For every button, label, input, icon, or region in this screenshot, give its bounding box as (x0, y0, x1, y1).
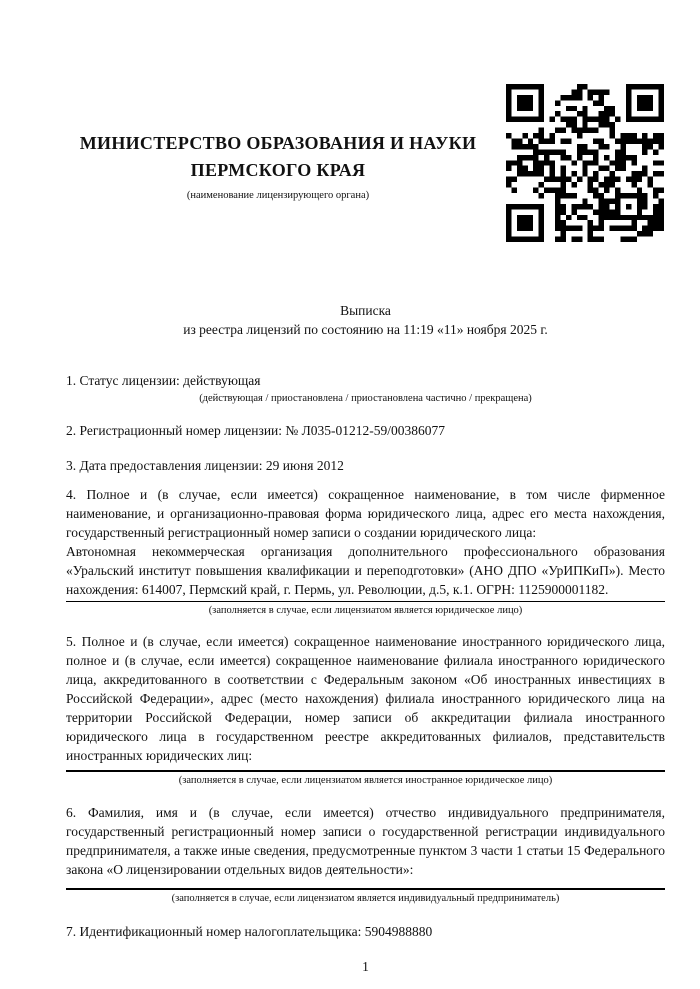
title-line2: из реестра лицензий по состоянию на 11:19 «11» ноября 2025 г. (183, 322, 548, 337)
item-4-underline (66, 601, 665, 602)
item-3-grant-date: 3. Дата предоставления лицензии: 29 июня 2012 (66, 458, 344, 473)
ministry-header (66, 130, 490, 203)
ministry-caption: (наименование лицензирующего органа) (186, 190, 370, 201)
item-5-text: 5. Полное и (в случае, если имеется) сокращенное наименование иностранного юридического лица, полное и (в случае, если имеется) сокращенное наименование филиала иностранного юридического лица, аккредитованного в соответствии с Федеральным законом «Об иностранных инвестициях в Российской Федерации», адрес (место нахождения) филиала иностранного юридического лица на территории Российской Федерации, номер записи об аккредитации филиала иностранного юридического лица в государственном реестре аккредитованных филиалов, представительств иностранных юридических лиц: (66, 634, 665, 763)
item-4-text: 4. Полное и (в случае, если имеется) сокращенное наименование, в том числе фирменное наименование, и организационно-правовая форма юридического лица, адрес его места нахождения, государственный регистрационный номер записи о создании юридического лица: (66, 487, 665, 540)
item-7-taxpayer-number: 7. Идентификационный номер налогоплательщика: 5904988880 (66, 924, 433, 939)
document-content (66, 0, 665, 976)
page-number: 1 (362, 959, 369, 974)
item-1-caption: (действующая / приостановлена / приостановлена частично / прекращена) (199, 393, 532, 404)
item-4-value: Автономная некоммерческая организация дополнительного профессионального образования «Уральский институт повышения квалификации и переподготовки» (АНО ДПО «УрИПКиП»). Место нахождения: 614007, Пермский край, г. Пермь, ул. Революции, д.5, к.1. ОГРН: 1125900001182. (66, 544, 665, 597)
item-5-underline (66, 770, 665, 772)
item-6-underline (66, 888, 665, 890)
ministry-name-line2: ПЕРМСКОГО КРАЯ (190, 160, 366, 180)
item-4-legal-entity-block (66, 485, 665, 618)
item-1-license-status: 1. Статус лицензии: действующая (66, 373, 261, 388)
ministry-name-line1: МИНИСТЕРСТВО ОБРАЗОВАНИЯ И НАУКИ (79, 133, 477, 153)
item-2-registration-number: 2. Регистрационный номер лицензии: № Л035-01212-59/00386077 (66, 423, 446, 438)
item-6-entrepreneur-block (66, 803, 665, 906)
item-5-caption: (заполняется в случае, если лицензиатом является иностранное юридическое лицо) (178, 775, 553, 786)
item-6-text: 6. Фамилия, имя и (в случае, если имеется) отчество индивидуального предпринимателя, государственный регистрационный номер записи о государственной регистрации индивидуального предпринимателя, а также иные сведения, предусмотренные пунктом 3 части 1 статьи 15 Федерального закона «О лицензировании отдельных видов деятельности»: (66, 805, 665, 877)
item-6-caption: (заполняется в случае, если лицензиатом является индивидуальный предприниматель) (171, 893, 560, 904)
title-line1: Выписка (340, 303, 391, 318)
item-5-foreign-entity-block (66, 632, 665, 788)
document-title (66, 301, 665, 339)
item-4-caption: (заполняется в случае, если лицензиатом является юридическое лицо) (208, 605, 523, 616)
